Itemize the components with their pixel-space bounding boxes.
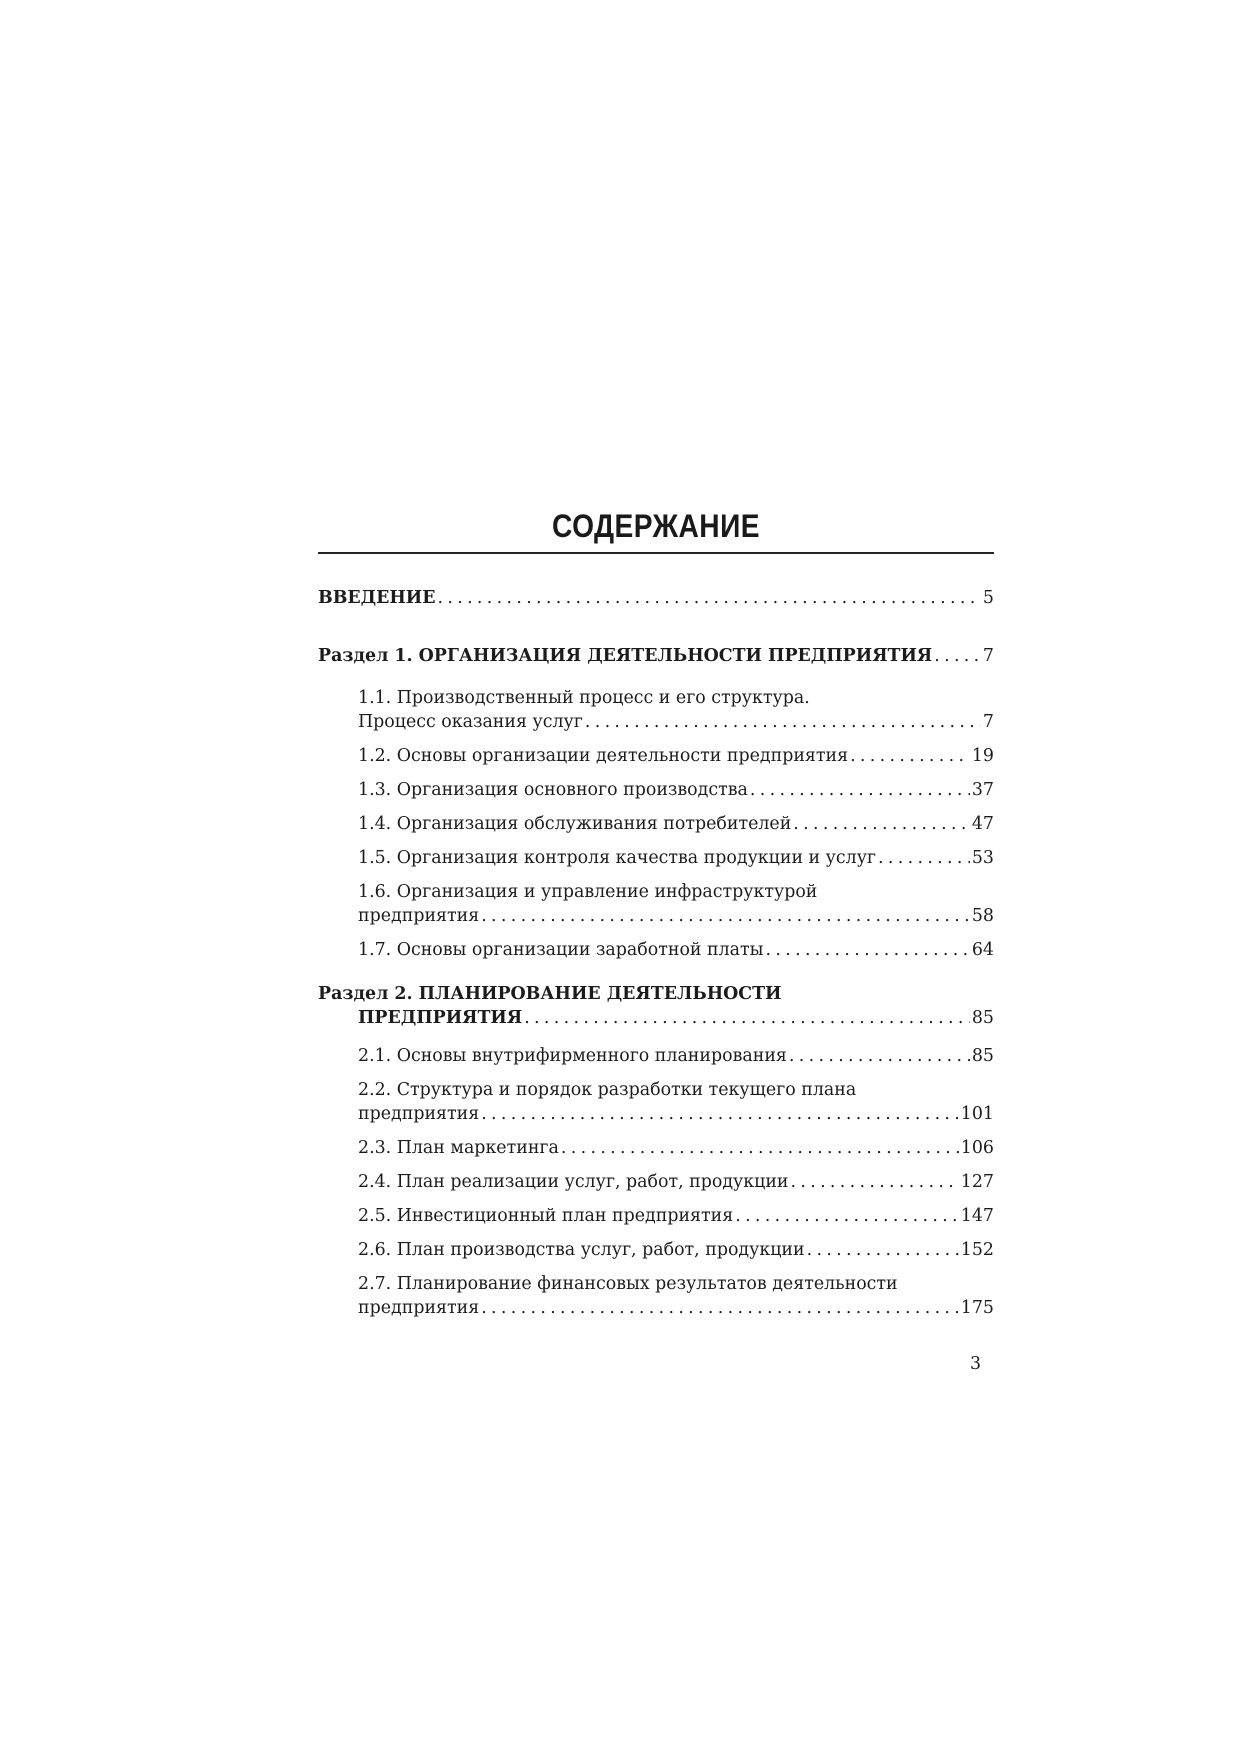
dot-leader — [878, 846, 970, 870]
toc-entry-1-2[interactable] — [358, 744, 994, 768]
dot-leader — [585, 710, 981, 734]
toc-entry-1-1[interactable] — [358, 686, 994, 734]
toc-entry-label-continued: предприятия — [358, 1298, 480, 1318]
toc-entry-2-7[interactable] — [358, 1272, 994, 1320]
dot-leader — [735, 1204, 959, 1228]
dot-leader — [481, 1102, 959, 1126]
dot-leader — [934, 644, 981, 668]
toc-entry-2-4[interactable] — [358, 1170, 994, 1194]
toc-page-number: 7 — [982, 712, 994, 732]
toc-entry-label-continued: предприятия — [358, 906, 480, 926]
toc-page-number: 85 — [971, 1008, 994, 1028]
dot-leader — [438, 586, 981, 610]
toc-entry-2-5[interactable] — [358, 1204, 994, 1228]
toc-entry-label: ВВЕДЕНИЕ — [318, 588, 436, 608]
toc-page-number: 101 — [960, 1104, 994, 1124]
toc-entry-1-4[interactable] — [358, 812, 994, 836]
toc-entry-label: 1.4. Организация обслуживания потребителей — [358, 814, 792, 834]
toc-entry-label: 2.6. План производства услуг, работ, продукции — [358, 1240, 805, 1260]
toc-entry-label: 2.1. Основы внутрифирменного планирования — [358, 1046, 787, 1066]
toc-entry-1-7[interactable] — [358, 938, 994, 962]
toc-page-number: 19 — [971, 746, 994, 766]
toc-entry-1-3[interactable] — [358, 778, 994, 802]
toc-entry-label: 2.2. Структура и порядок разработки текущего плана — [358, 1080, 857, 1100]
toc-page-number: 37 — [971, 780, 994, 800]
toc-entry-label: 1.7. Основы организации заработной платы — [358, 940, 764, 960]
toc-entry-label: 1.5. Организация контроля качества продукции и услуг — [358, 848, 877, 868]
toc-entry-1-6[interactable] — [358, 880, 994, 928]
toc-entry-label: Раздел 2. ПЛАНИРОВАНИЕ ДЕЯТЕЛЬНОСТИ — [318, 984, 782, 1004]
toc-page-number: 152 — [960, 1240, 994, 1260]
toc-entry-label: 1.6. Организация и управление инфраструктурой — [358, 882, 818, 902]
toc-entry-intro[interactable] — [318, 586, 994, 610]
toc-entry-2-1[interactable] — [358, 1044, 994, 1068]
toc-entry-label: 2.7. Планирование финансовых результатов деятельности — [358, 1274, 898, 1294]
dot-leader — [524, 1006, 970, 1030]
toc-page-number: 175 — [960, 1298, 994, 1318]
toc-page-number: 47 — [971, 814, 994, 834]
dot-leader — [561, 1136, 959, 1160]
toc-page-number: 53 — [971, 848, 994, 868]
toc-page-number: 64 — [971, 940, 994, 960]
toc-page-number: 5 — [982, 588, 994, 608]
toc-page-number: 58 — [971, 906, 994, 926]
toc-entry-label-continued: Процесс оказания услуг — [358, 712, 583, 732]
toc-page-number: 7 — [982, 646, 994, 666]
table-of-contents — [318, 0, 994, 1755]
dot-leader — [481, 904, 970, 928]
toc-entry-1-5[interactable] — [358, 846, 994, 870]
toc-entry-label: 1.3. Организация основного производства — [358, 780, 748, 800]
toc-entry-label-continued: предприятия — [358, 1104, 480, 1124]
toc-entry-label: 1.1. Производственный процесс и его структура. — [358, 688, 810, 708]
toc-entry-label: 1.2. Основы организации деятельности предприятия — [358, 746, 849, 766]
toc-page-number: 106 — [960, 1138, 994, 1158]
toc-entry-2-6[interactable] — [358, 1238, 994, 1262]
dot-leader — [850, 744, 970, 768]
toc-entry-section-1[interactable] — [318, 644, 994, 668]
toc-entry-2-3[interactable] — [358, 1136, 994, 1160]
dot-leader — [791, 1170, 959, 1194]
page-number: 3 — [970, 1354, 982, 1374]
dot-leader — [766, 938, 970, 962]
toc-entry-2-2[interactable] — [358, 1078, 994, 1126]
dot-leader — [807, 1238, 959, 1262]
toc-page-number: 85 — [971, 1046, 994, 1066]
toc-page-number: 127 — [960, 1172, 994, 1192]
toc-entry-label: 2.3. План маркетинга — [358, 1138, 559, 1158]
toc-entry-label: 2.5. Инвестиционный план предприятия — [358, 1206, 734, 1226]
toc-entry-label: Раздел 1. ОРГАНИЗАЦИЯ ДЕЯТЕЛЬНОСТИ ПРЕДПРИЯТИЯ — [318, 646, 933, 666]
page-title: СОДЕРЖАНИЕ — [552, 508, 760, 544]
toc-entry-section-2[interactable] — [318, 982, 994, 1030]
toc-entry-label: 2.4. План реализации услуг, работ, продукции — [358, 1172, 789, 1192]
dot-leader — [789, 1044, 970, 1068]
toc-page-number: 147 — [960, 1206, 994, 1226]
dot-leader — [481, 1296, 959, 1320]
dot-leader — [793, 812, 970, 836]
dot-leader — [750, 778, 970, 802]
toc-entry-label-continued: ПРЕДПРИЯТИЯ — [358, 1008, 523, 1028]
